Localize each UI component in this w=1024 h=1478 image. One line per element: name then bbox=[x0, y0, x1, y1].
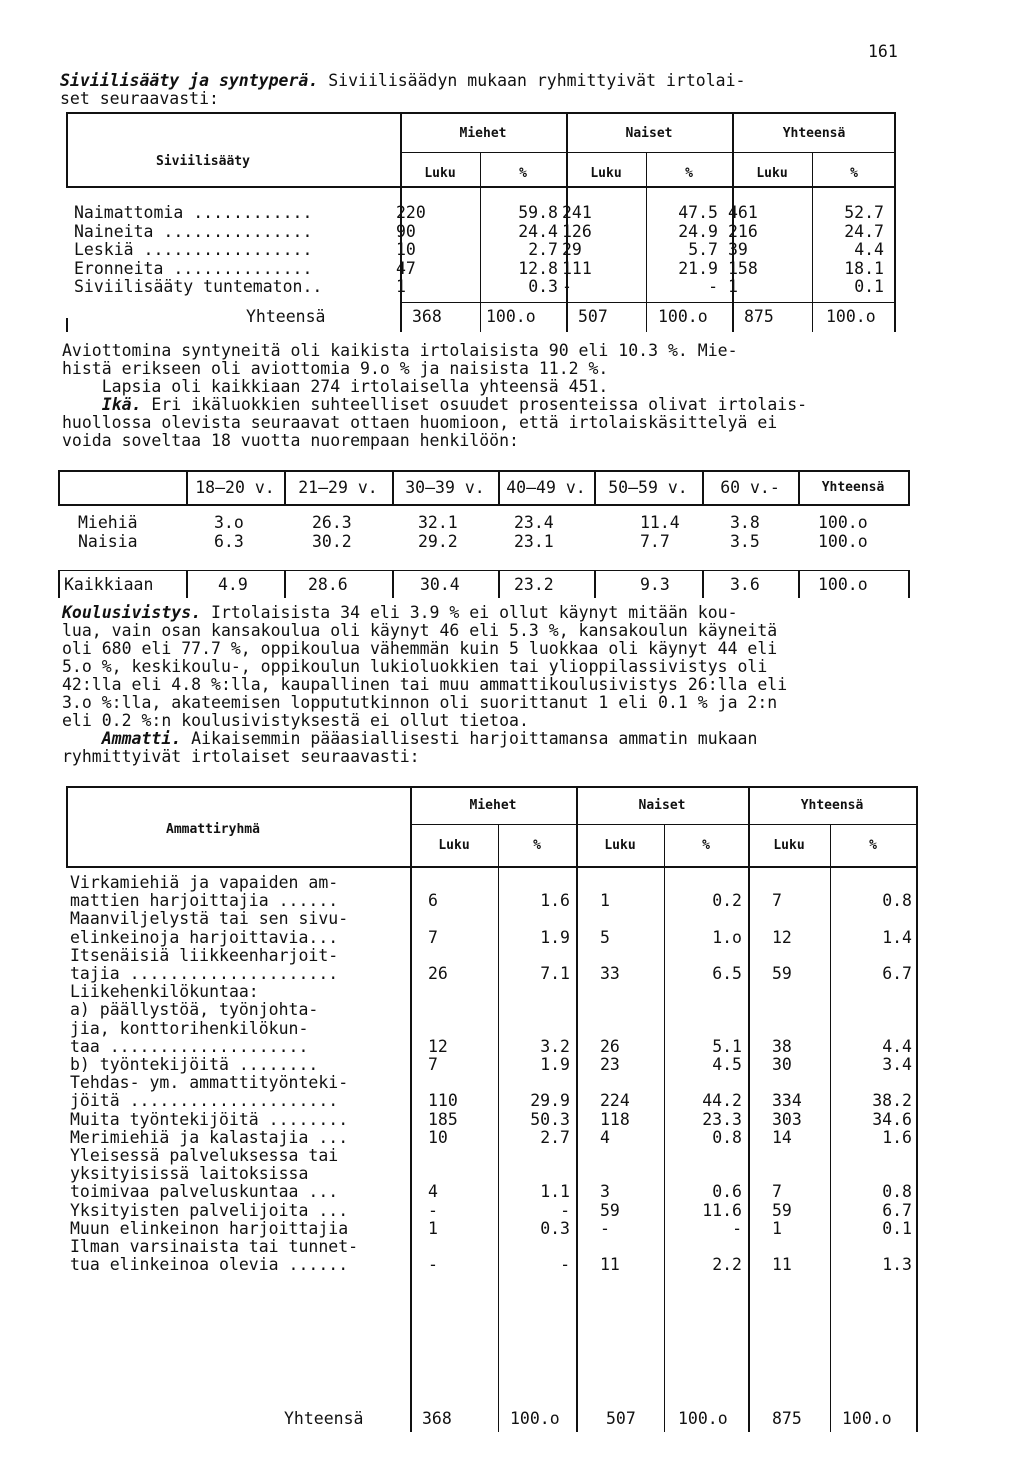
table3-cell: 0.8 bbox=[712, 1127, 742, 1147]
table2-cell: 23.1 bbox=[514, 531, 554, 551]
table3-cell: 12 bbox=[772, 927, 792, 947]
table3-cell: 0.6 bbox=[712, 1182, 742, 1202]
table3-cell: 44.2 bbox=[702, 1091, 742, 1111]
table3-row-label: Liikehenkilökuntaa: bbox=[70, 982, 259, 1002]
table2-total-label: Kaikkiaan bbox=[64, 575, 154, 594]
table3-total-cell: 100.o bbox=[842, 1409, 892, 1428]
table3-cell: 7 bbox=[772, 1182, 782, 1202]
table3-cell: 6.7 bbox=[882, 1200, 912, 1220]
table2-row-label: Naisia bbox=[78, 531, 138, 551]
table2-cell: 3.8 bbox=[730, 513, 760, 532]
table1-cell: 47 bbox=[396, 258, 416, 278]
table3-group-yhteensa: Yhteensä bbox=[800, 798, 864, 813]
table1-row-label: Leskiä ................. bbox=[74, 240, 313, 259]
section3-text: 42:lla eli 4.8 %:lla, kaupallinen tai muu ammattikoulusivistys 26:lla eli bbox=[62, 675, 788, 694]
section3-text: eli 0.2 %:n koulusivistyksestä ei ollut tietoa. bbox=[62, 711, 529, 730]
table2-header: 50–59 v. bbox=[608, 478, 688, 497]
table1-cell: 90 bbox=[396, 221, 416, 241]
table2-total-cell: 3.6 bbox=[730, 575, 760, 594]
table3-cell: 5 bbox=[600, 927, 610, 947]
table3-row-label: Muun elinkeinon harjoittajia bbox=[70, 1218, 349, 1238]
table3-row-label: yksityisissä laitoksissa bbox=[70, 1164, 309, 1184]
table3-col-header: Ammattiryhmä bbox=[166, 822, 260, 837]
section4-heading: Ammatti. bbox=[101, 729, 182, 748]
table3-row-label: Yleisessä palveluksessa tai bbox=[70, 1146, 339, 1165]
table2-cell: 3.o bbox=[214, 513, 244, 532]
table3-cell: - bbox=[428, 1255, 438, 1275]
table3-cell: 50.3 bbox=[530, 1109, 570, 1129]
table3-cell: 59 bbox=[600, 1200, 620, 1220]
table3-row-label: toimivaa palveluskuntaa ... bbox=[70, 1182, 339, 1202]
table1-total-cell: 100.o bbox=[658, 307, 708, 326]
table1-cell: 111 bbox=[562, 258, 592, 278]
table3-cell: 59 bbox=[772, 964, 792, 983]
para2-line: Aviottomina syntyneitä oli kaikista irtolaisista 90 eli 10.3 %. Mie- bbox=[62, 341, 738, 360]
table1-row-label: Naimattomia ............ bbox=[74, 203, 313, 222]
table1-cell: 18.1 bbox=[844, 258, 884, 278]
table2-cell: 30.2 bbox=[312, 531, 352, 551]
section4-text2: ryhmittyivät irtolaiset seuraavasti: bbox=[62, 747, 420, 766]
table1-total-cell: 368 bbox=[412, 307, 442, 326]
section2-heading: Ikä. bbox=[101, 395, 142, 414]
table1-total-cell: 507 bbox=[578, 307, 608, 326]
table3-row-label: Ilman varsinaista tai tunnet- bbox=[70, 1237, 359, 1256]
table3-cell: 23.3 bbox=[702, 1109, 742, 1129]
table3-cell: 11.6 bbox=[702, 1200, 742, 1220]
section1-text2: set seuraavasti: bbox=[60, 89, 219, 108]
table2-header: 21–29 v. bbox=[298, 478, 378, 497]
table3-cell: - bbox=[560, 1255, 570, 1275]
table1-cell: 4.4 bbox=[854, 240, 884, 259]
table3-cell: 118 bbox=[600, 1109, 630, 1129]
table3-cell: 0.1 bbox=[882, 1218, 912, 1238]
table3-total-label: Yhteensä bbox=[284, 1409, 364, 1428]
table-ammatti bbox=[66, 786, 918, 1432]
table2-total-cell: 23.2 bbox=[514, 575, 554, 594]
table3-cell: 11 bbox=[772, 1255, 792, 1275]
section3-heading: Koulusivistys. bbox=[62, 603, 202, 622]
table1-col-header: Siviilisääty bbox=[156, 154, 250, 169]
table3-cell: 4.4 bbox=[882, 1036, 912, 1056]
table2-cell: 26.3 bbox=[312, 513, 352, 532]
page-number: 161 bbox=[868, 42, 898, 61]
table3-row-label: mattien harjoittajia ...... bbox=[70, 891, 339, 911]
table3-row-label: elinkeinoja harjoittavia... bbox=[70, 927, 339, 947]
table3-cell: 6 bbox=[428, 891, 438, 911]
table3-cell: 12 bbox=[428, 1036, 448, 1056]
table1-cell: 47.5 bbox=[678, 203, 718, 222]
table3-cell: 2.2 bbox=[712, 1255, 742, 1275]
table1-cell: 0.3 bbox=[528, 277, 558, 296]
table3-cell: 110 bbox=[428, 1091, 458, 1111]
table3-group-miehet: Miehet bbox=[469, 798, 517, 813]
table2-total-cell: 4.9 bbox=[218, 575, 248, 594]
table3-row-label: jöitä ..................... bbox=[70, 1091, 339, 1111]
table1-sub: Luku bbox=[590, 166, 622, 181]
table3-cell: 14 bbox=[772, 1127, 792, 1147]
table3-cell: 0.2 bbox=[712, 891, 742, 911]
table2-cell: 6.3 bbox=[214, 531, 244, 551]
table3-cell: 5.1 bbox=[712, 1036, 742, 1056]
table1-sub: Luku bbox=[424, 166, 456, 181]
table3-cell: 26 bbox=[428, 964, 448, 983]
section1-line1 bbox=[60, 72, 745, 91]
table3-sub: % bbox=[702, 838, 710, 853]
table3-cell: 1.4 bbox=[882, 927, 912, 947]
table2-header: Yhteensä bbox=[821, 480, 885, 495]
table3-sub: Luku bbox=[604, 838, 636, 853]
table2-cell: 100.o bbox=[818, 513, 868, 532]
table2-total-cell: 28.6 bbox=[308, 575, 348, 594]
table-ika bbox=[58, 470, 910, 598]
section4-line1 bbox=[62, 730, 757, 749]
table3-cell: 4.5 bbox=[712, 1055, 742, 1074]
table3-cell: 1.6 bbox=[540, 891, 570, 911]
table3-cell: 26 bbox=[600, 1036, 620, 1056]
section2-text3: voida soveltaa 18 vuotta nuorempaan henkilöön: bbox=[62, 431, 519, 450]
table3-cell: 6.7 bbox=[882, 964, 912, 983]
table3-row-label: Tehdas- ym. ammattityönteki- bbox=[70, 1073, 349, 1093]
table1-group-yhteensa: Yhteensä bbox=[782, 126, 846, 141]
table3-cell: 1 bbox=[600, 891, 610, 911]
table1-cell: - bbox=[562, 277, 572, 296]
table2-cell: 7.7 bbox=[640, 531, 670, 551]
table3-row-label: jia, konttorihenkilökun- bbox=[70, 1018, 309, 1038]
table3-cell: 1.o bbox=[712, 927, 742, 947]
table1-row-label: Naineita ............... bbox=[74, 221, 313, 241]
table1-sub: % bbox=[850, 166, 858, 181]
table3-cell: - bbox=[428, 1200, 438, 1220]
section2-text1: Eri ikäluokkien suhteelliset osuudet prosenteissa olivat irtolais- bbox=[141, 395, 808, 414]
table1-cell: 52.7 bbox=[844, 203, 884, 222]
table3-cell: 33 bbox=[600, 964, 620, 983]
table3-cell: 0.8 bbox=[882, 891, 912, 911]
table2-cell: 11.4 bbox=[640, 513, 680, 532]
section3-text: Irtolaisista 34 eli 3.9 % ei ollut käynyt mitään kou- bbox=[201, 603, 738, 622]
table1-cell: 0.1 bbox=[854, 277, 884, 296]
table3-cell: 224 bbox=[600, 1091, 630, 1111]
table3-cell: 1 bbox=[428, 1218, 438, 1238]
table1-cell: 241 bbox=[562, 203, 592, 222]
table3-row-label: tua elinkeinoa olevia ...... bbox=[70, 1255, 349, 1275]
table3-cell: 1.9 bbox=[540, 927, 570, 947]
table3-row-label: Itsenäisiä liikkeenharjoit- bbox=[70, 945, 339, 965]
table3-group-naiset: Naiset bbox=[638, 798, 686, 813]
table1-sub: Luku bbox=[756, 166, 788, 181]
table3-cell: 59 bbox=[772, 1200, 792, 1220]
table1-cell: 216 bbox=[728, 221, 758, 241]
table3-cell: 3.2 bbox=[540, 1036, 570, 1056]
table2-total-cell: 100.o bbox=[818, 575, 868, 594]
table2-header: 40–49 v. bbox=[506, 478, 586, 497]
table3-cell: 3 bbox=[600, 1182, 610, 1202]
table3-row-label: Maanviljelystä tai sen sivu- bbox=[70, 909, 349, 929]
table-siviilisaaty bbox=[66, 112, 896, 332]
section3-text: 5.o %, keskikoulu-, oppikoulun lukioluokkien tai ylioppilassivistys oli bbox=[62, 657, 768, 676]
table1-cell: - bbox=[708, 277, 718, 296]
table3-cell: 10 bbox=[428, 1127, 448, 1147]
table2-total-cell: 9.3 bbox=[640, 575, 670, 594]
table3-cell: 7 bbox=[428, 927, 438, 947]
table3-cell: 7.1 bbox=[540, 964, 570, 983]
table3-cell: 34.6 bbox=[872, 1109, 912, 1129]
table3-cell: 6.5 bbox=[712, 964, 742, 983]
table2-row-label: Miehiä bbox=[78, 513, 138, 532]
section3-line1 bbox=[62, 604, 738, 623]
table1-cell: 1 bbox=[396, 277, 406, 296]
table3-cell: 38 bbox=[772, 1036, 792, 1056]
table3-cell: 334 bbox=[772, 1091, 802, 1111]
table3-cell: 3.4 bbox=[882, 1055, 912, 1074]
table1-cell: 39 bbox=[728, 240, 748, 259]
table3-cell: 2.7 bbox=[540, 1127, 570, 1147]
table1-cell: 461 bbox=[728, 203, 758, 222]
para2-line: Lapsia oli kaikkiaan 274 irtolaisella yhteensä 451. bbox=[62, 377, 609, 396]
table1-row-label: Siviilisääty tuntematon.. bbox=[74, 277, 323, 296]
table2-cell: 32.1 bbox=[418, 513, 458, 532]
section3-text: 3.o %:lla, akateemisen loppututkinnon oli suorittanut 1 eli 0.1 % ja 2:n bbox=[62, 693, 778, 712]
table3-cell: 303 bbox=[772, 1109, 802, 1129]
table3-row-label: tajia ..................... bbox=[70, 964, 339, 983]
table2-cell: 3.5 bbox=[730, 531, 760, 551]
table3-cell: - bbox=[560, 1200, 570, 1220]
table3-cell: 29.9 bbox=[530, 1091, 570, 1111]
table1-cell: 21.9 bbox=[678, 258, 718, 278]
table3-cell: 1.1 bbox=[540, 1182, 570, 1202]
table1-cell: 2.7 bbox=[528, 240, 558, 259]
table3-row-label: a) päällystöä, työnjohta- bbox=[70, 1000, 319, 1020]
table3-row-label: Yksityisten palvelijoita ... bbox=[70, 1200, 349, 1220]
table3-total-cell: 507 bbox=[606, 1409, 636, 1428]
para2-line: histä erikseen oli aviottomia 9.o % ja naisista 11.2 %. bbox=[62, 359, 609, 378]
section1-text1: Siviilisäädyn mukaan ryhmittyivät irtolai- bbox=[318, 71, 746, 90]
table1-row-label: Eronneita .............. bbox=[74, 258, 313, 278]
table3-sub: Luku bbox=[438, 838, 470, 853]
section3-text: oli 680 eli 77.7 %, oppikoulua vähemmän kuin 5 luokkaa oli käynyt 44 eli bbox=[62, 639, 778, 658]
table2-cell: 100.o bbox=[818, 531, 868, 551]
table1-sub: % bbox=[519, 166, 527, 181]
table1-cell: 24.9 bbox=[678, 221, 718, 241]
table3-cell: 1 bbox=[772, 1218, 782, 1238]
table3-sub: Luku bbox=[773, 838, 805, 853]
table3-cell: - bbox=[600, 1218, 610, 1238]
section4-text1: Aikaisemmin pääasiallisesti harjoittamansa ammatin mukaan bbox=[181, 729, 758, 748]
section3-text: lua, vain osan kansakoulua oli käynyt 46 eli 5.3 %, kansakoulun käyneitä bbox=[62, 621, 778, 640]
table3-cell: 1.6 bbox=[882, 1127, 912, 1147]
table2-total-cell: 30.4 bbox=[420, 575, 460, 594]
table1-cell: 12.8 bbox=[518, 258, 558, 278]
table1-total-cell: 875 bbox=[744, 307, 774, 326]
table2-header: 60 v.- bbox=[720, 478, 780, 497]
table3-cell: 7 bbox=[772, 891, 782, 911]
table1-cell: 1 bbox=[728, 277, 738, 296]
table1-cell: 10 bbox=[396, 240, 416, 259]
table3-cell: - bbox=[732, 1218, 742, 1238]
table3-cell: 7 bbox=[428, 1055, 438, 1074]
table2-header: 18–20 v. bbox=[195, 478, 275, 497]
table3-row-label: Merimiehiä ja kalastajia ... bbox=[70, 1127, 349, 1147]
table1-cell: 126 bbox=[562, 221, 592, 241]
table1-total-label: Yhteensä bbox=[246, 307, 326, 326]
section2-line1 bbox=[62, 396, 807, 415]
table3-row-label: Muita työntekijöitä ........ bbox=[70, 1109, 349, 1129]
table3-cell: 1.3 bbox=[882, 1255, 912, 1275]
table3-row-label: b) työntekijöitä ........ bbox=[70, 1055, 319, 1074]
table1-cell: 5.7 bbox=[688, 240, 718, 259]
table2-header: 30–39 v. bbox=[405, 478, 485, 497]
table3-total-cell: 875 bbox=[772, 1409, 802, 1428]
table1-cell: 24.4 bbox=[518, 221, 558, 241]
table3-total-cell: 100.o bbox=[678, 1409, 728, 1428]
table1-total-cell: 100.o bbox=[486, 307, 536, 326]
table1-cell: 59.8 bbox=[518, 203, 558, 222]
table1-cell: 158 bbox=[728, 258, 758, 278]
table1-cell: 24.7 bbox=[844, 221, 884, 241]
table3-sub: % bbox=[533, 838, 541, 853]
table2-cell: 23.4 bbox=[514, 513, 554, 532]
table3-cell: 23 bbox=[600, 1055, 620, 1074]
table1-sub: % bbox=[685, 166, 693, 181]
table3-cell: 30 bbox=[772, 1055, 792, 1074]
table3-cell: 0.8 bbox=[882, 1182, 912, 1202]
table3-cell: 4 bbox=[600, 1127, 610, 1147]
table3-cell: 0.3 bbox=[540, 1218, 570, 1238]
table3-cell: 1.9 bbox=[540, 1055, 570, 1074]
table1-total-cell: 100.o bbox=[826, 307, 876, 326]
table3-cell: 4 bbox=[428, 1182, 438, 1202]
table3-total-cell: 368 bbox=[422, 1409, 452, 1428]
section1-heading: Siviilisääty ja syntyperä. bbox=[60, 71, 319, 90]
table3-cell: 11 bbox=[600, 1255, 620, 1275]
table3-row-label: Virkamiehiä ja vapaiden am- bbox=[70, 873, 339, 892]
table3-sub: % bbox=[869, 838, 877, 853]
table2-cell: 29.2 bbox=[418, 531, 458, 551]
table1-group-miehet: Miehet bbox=[459, 126, 507, 141]
table3-total-cell: 100.o bbox=[510, 1409, 560, 1428]
section2-text2: huollossa olevista seuraavat ottaen huomioon, että irtolaiskäsittelyä ei bbox=[62, 413, 778, 432]
table1-cell: 29 bbox=[562, 240, 582, 259]
table1-group-naiset: Naiset bbox=[625, 126, 673, 141]
table3-row-label: taa .................... bbox=[70, 1036, 309, 1056]
table3-cell: 185 bbox=[428, 1109, 458, 1129]
table3-cell: 38.2 bbox=[872, 1091, 912, 1111]
table1-cell: 220 bbox=[396, 203, 426, 222]
